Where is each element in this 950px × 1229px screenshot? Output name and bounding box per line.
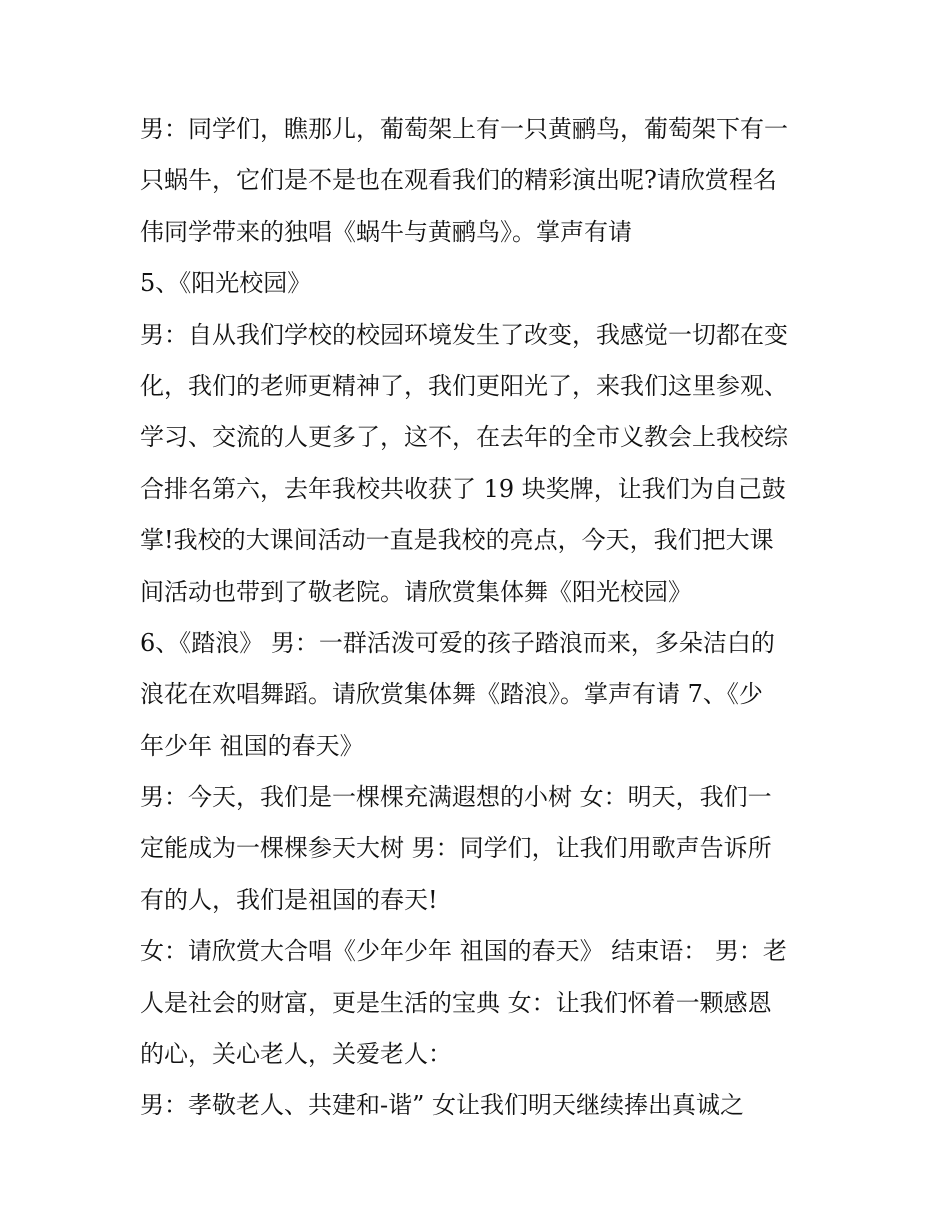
text-line: 人是社会的财富，更是生活的宝典 女：让我们怀着一颗感恩 (140, 988, 772, 1017)
text-line: 女：请欣赏大合唱《少年少年 祖国的春天》 结束语： 男：老 (140, 937, 787, 966)
text-line: 浪花在欢唱舞蹈。请欣赏集体舞《踏浪》。掌声有请 7、《少 (140, 680, 763, 709)
text-line: 学习、交流的人更多了，这不，在去年的全市义教会上我校综 (140, 423, 788, 452)
document-body (140, 104, 815, 1132)
text-line: 6、《踏浪》 男：一群活泼可爱的孩子踏浪而来，多朵洁白的 (140, 628, 775, 657)
text-line: 男：自从我们学校的校园环境发生了改变，我感觉一切都在变 (140, 320, 788, 349)
text-line: 男：孝敬老人、共建和-谐” 女让我们明天继续捧出真诚之 (140, 1091, 745, 1120)
text-line: 掌!我校的大课间活动一直是我校的亮点，今天，我们把大课 (140, 526, 774, 555)
text-line: 定能成为一棵棵参天大树 男：同学们，让我们用歌声告诉所 (140, 834, 772, 863)
text-line: 化，我们的老师更精神了，我们更阳光了，来我们这里参观、 (140, 371, 788, 400)
text-line: 伟同学带来的独唱《蜗牛与黄鹂鸟》。掌声有请 (140, 217, 632, 246)
text-line: 的心，关心老人，关爱老人： (140, 1040, 452, 1069)
text-line: 男：今天，我们是一棵棵充满遐想的小树 女：明天，我们一 (140, 783, 772, 812)
section-heading: 5、《阳光校园》 (140, 269, 312, 298)
text-line: 男：同学们，瞧那儿，葡萄架上有一只黄鹂鸟，葡萄架下有一 (140, 115, 788, 143)
text-line: 年少年 祖国的春天》 (140, 731, 364, 760)
text-line: 有的人，我们是祖国的春天! (140, 885, 438, 914)
text-line: 间活动也带到了敬老院。请欣赏集体舞《阳光校园》 (140, 577, 692, 606)
text-line: 合排名第六，去年我校共收获了 19 块奖牌，让我们为自己鼓 (140, 474, 786, 503)
text-line: 只蜗牛，它们是不是也在观看我们的精彩演出呢?请欣赏程名 (140, 166, 777, 195)
